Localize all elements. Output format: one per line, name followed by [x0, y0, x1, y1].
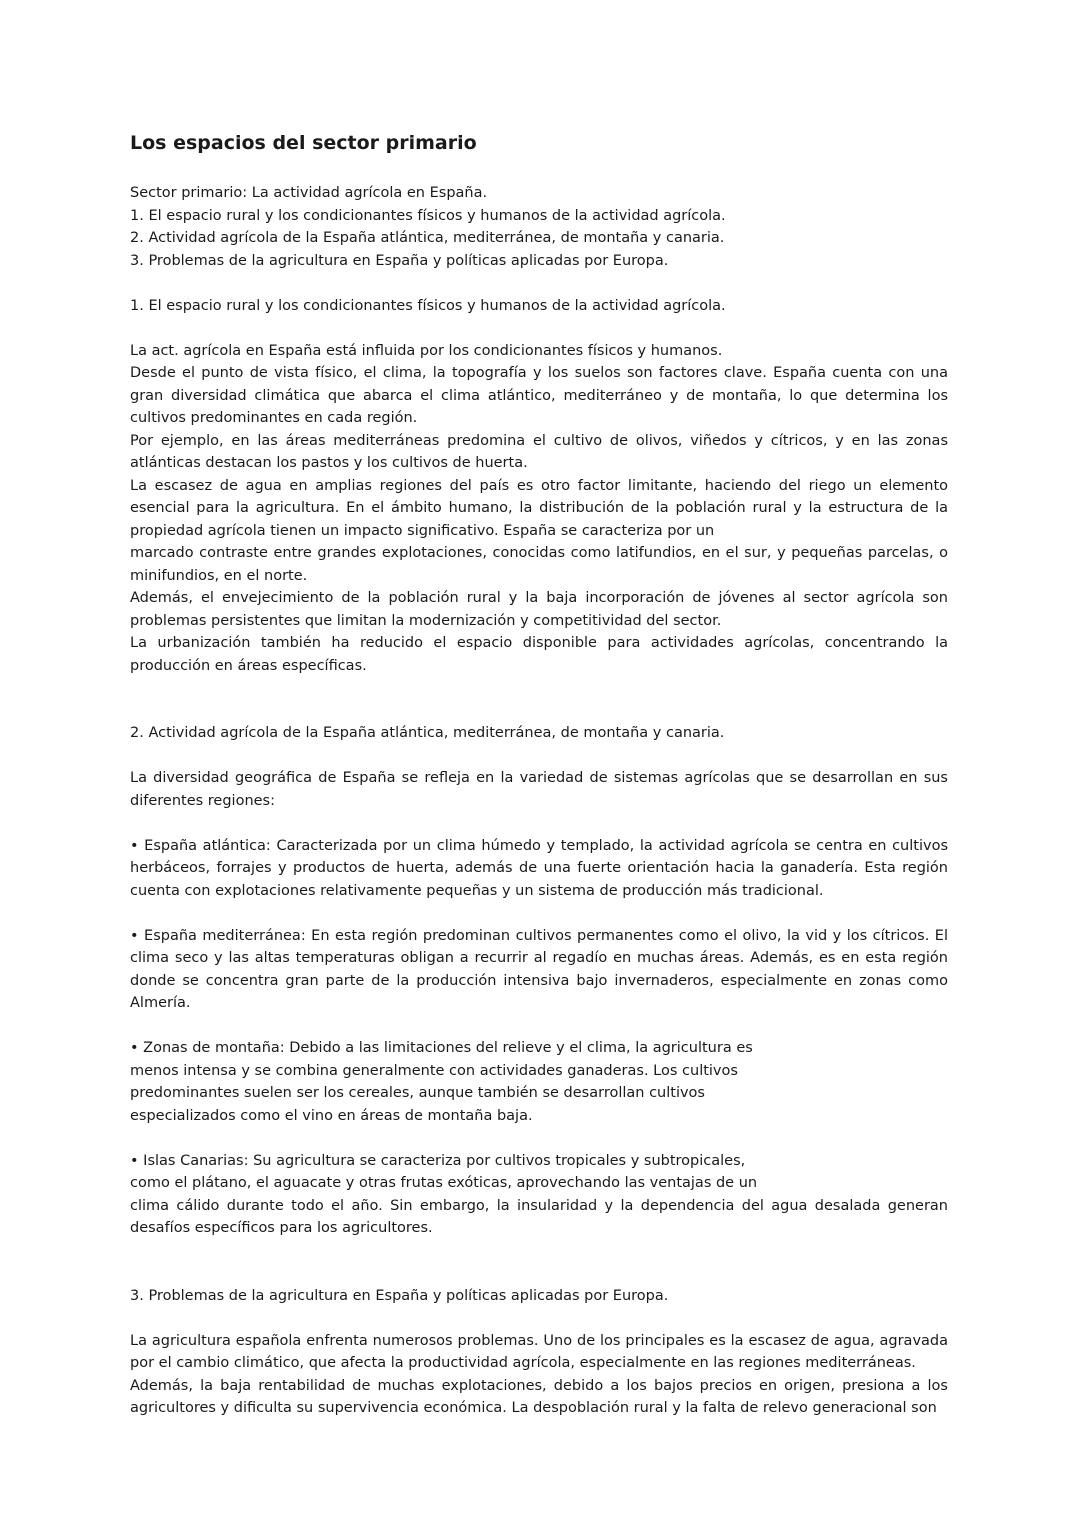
- bullet-mediterranea: • España mediterránea: En esta región predominan cultivos permanentes como el olivo, la vid y los cítricos. El clima seco y las altas temperaturas obligan a recurrir al regadío en muchas áreas. Además, es en esta región donde se concentra gran parte de la producción intensiva bajo invernaderos, especialmente en zonas como Almería.: [130, 927, 948, 1011]
- intro-line: 1. El espacio rural y los condicionantes físicos y humanos de la actividad agrícola.: [130, 207, 726, 224]
- section-3-heading: 3. Problemas de la agricultura en España y políticas aplicadas por Europa.: [130, 1287, 669, 1304]
- bullet-line: • Islas Canarias: Su agricultura se caracteriza por cultivos tropicales y subtropicales,: [130, 1152, 746, 1169]
- section-2: [130, 722, 948, 1240]
- section-3: [130, 1285, 948, 1420]
- paragraph: marcado contraste entre grandes explotaciones, conocidas como latifundios, en el sur, y pequeñas parcelas, o minifundios, en el norte.: [130, 545, 948, 584]
- intro-line: 3. Problemas de la agricultura en España y políticas aplicadas por Europa.: [130, 252, 669, 269]
- document-page: [130, 128, 948, 1420]
- page-title: Los espacios del sector primario: [130, 132, 477, 154]
- bullet-line: • Zonas de montaña: Debido a las limitaciones del relieve y el clima, la agricultura es: [130, 1040, 753, 1056]
- paragraph: Además, la baja rentabilidad de muchas explotaciones, debido a los bajos precios en origen, presiona a los agricultores y dificulta su supervivencia económica. La despoblación rural y la falta de relevo generacional son: [130, 1377, 948, 1416]
- paragraph: La diversidad geográfica de España se refleja en la variedad de sistemas agrícolas que se desarrollan en sus diferentes regiones:: [130, 770, 948, 809]
- bullet-line: como el plátano, el aguacate y otras frutas exóticas, aprovechando las ventajas de un: [130, 1175, 758, 1191]
- intro-list: [130, 182, 948, 272]
- intro-line: Sector primario: La actividad agrícola en España.: [130, 185, 488, 201]
- intro-line: 2. Actividad agrícola de la España atlántica, mediterránea, de montaña y canaria.: [130, 230, 725, 246]
- paragraph: Además, el envejecimiento de la población rural y la baja incorporación de jóvenes al sector agrícola son problemas persistentes que limitan la modernización y competitividad del sector.: [130, 590, 948, 629]
- bullet-montana: [130, 1037, 948, 1127]
- paragraph: La urbanización también ha reducido el espacio disponible para actividades agrícolas, concentrando la producción en áreas específicas.: [130, 635, 948, 674]
- bullet-atlantica: • España atlántica: Caracterizada por un clima húmedo y templado, la actividad agrícola se centra en cultivos herbáceos, forrajes y productos de huerta, además de una fuerte orientación hacia la ganadería. Esta región cuenta con explotaciones relativamente pequeñas y un sistema de producción más tradicional.: [130, 837, 948, 899]
- section-2-heading: 2. Actividad agrícola de la España atlántica, mediterránea, de montaña y canaria.: [130, 725, 725, 741]
- section-1-heading: 1. El espacio rural y los condicionantes físicos y humanos de la actividad agrícola.: [130, 297, 726, 314]
- bullet-line: menos intensa y se combina generalmente con actividades ganaderas. Los cultivos: [130, 1062, 738, 1079]
- paragraph: La act. agrícola en España está influida por los condicionantes físicos y humanos.: [130, 342, 723, 359]
- section-1: [130, 295, 948, 678]
- bullet-line: predominantes suelen ser los cereales, aunque también se desarrollan cultivos: [130, 1085, 705, 1101]
- paragraph: La agricultura española enfrenta numerosos problemas. Uno de los principales es la escasez de agua, agravada por el cambio climático, que afecta la productividad agrícola, especialmente en las regiones mediterráneas.: [130, 1332, 948, 1371]
- paragraph: La escasez de agua en amplias regiones del país es otro factor limitante, haciendo del riego un elemento esencial para la agricultura. En el ámbito humano, la distribución de la población rural y la estructura de la propiedad agrícola tienen un impacto significativo. España se caracteriza por un: [130, 477, 948, 539]
- paragraph: Por ejemplo, en las áreas mediterráneas predomina el cultivo de olivos, viñedos y cítricos, y en las zonas atlánticas destacan los pastos y los cultivos de huerta.: [130, 432, 948, 471]
- bullet-canarias: [130, 1150, 948, 1240]
- bullet-line: especializados como el vino en áreas de montaña baja.: [130, 1107, 533, 1124]
- bullet-tail: clima cálido durante todo el año. Sin embargo, la insularidad y la dependencia del agua desalada generan desafíos específicos para los agricultores.: [130, 1197, 948, 1236]
- paragraph: Desde el punto de vista físico, el clima, la topografía y los suelos son factores clave. España cuenta con una gran diversidad climática que abarca el clima atlántico, mediterráneo y de montaña, lo que determina los cultivos predominantes en cada región.: [130, 365, 948, 426]
